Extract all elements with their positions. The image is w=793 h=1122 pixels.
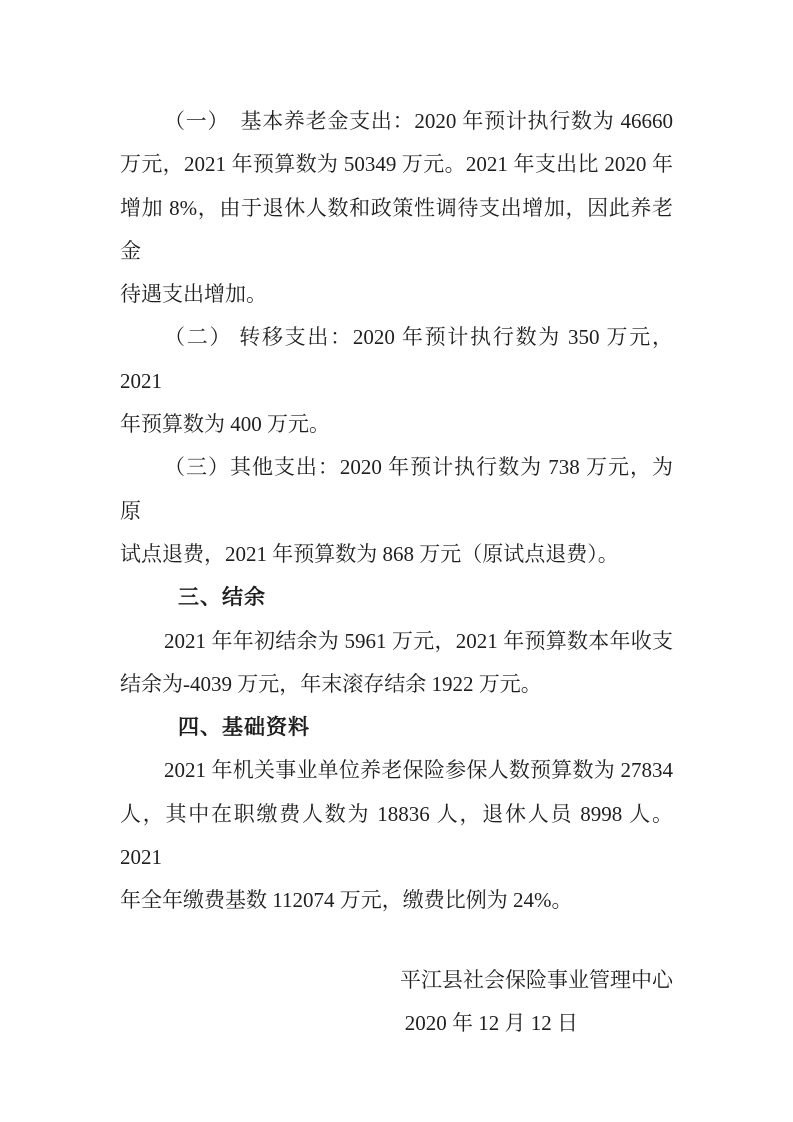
paragraph-balance-line: 结余为-4039 万元，年末滚存结余 1922 万元。 (120, 671, 542, 696)
document-body (120, 100, 673, 1045)
paragraph-transfer-expense-line: 年预算数为 400 万元。 (120, 412, 330, 437)
signature-spacer (120, 923, 673, 959)
paragraph-basic-pension-line: 增加 8%，由于退休人数和政策性调待支出增加，因此养老金 (120, 195, 673, 263)
signature-date: 2020 年 12 月 12 日 (404, 1010, 578, 1035)
paragraph-balance-line: 2021 年年初结余为 5961 万元，2021 年预算数本年收支 (164, 628, 673, 653)
section-heading-balance: 三、结余 (178, 586, 266, 610)
paragraph-basic-pension-line: （一） 基本养老金支出：2020 年预计执行数为 46660 (164, 109, 673, 133)
paragraph-basic-data-line: 2021 年机关事业单位养老保险参保人数预算数为 27834 (164, 758, 673, 783)
paragraph-other-expense-line: 试点退费，2021 年预算数为 868 万元（原试点退费）。 (120, 541, 619, 566)
paragraph-basic-data-line: 人，其中在职缴费人数为 18836 人，退休人员 8998 人。2021 (120, 801, 673, 870)
paragraph-basic-pension-line: 万元，2021 年预算数为 50349 万元。2021 年支出比 2020 年 (120, 152, 673, 177)
paragraph-other-expense-line: （三）其他支出：2020 年预计执行数为 738 万元，为原 (120, 455, 673, 523)
paragraph-basic-pension-line: 待遇支出增加。 (120, 282, 267, 307)
paragraph-basic-data-line: 年全年缴费基数 112074 万元，缴费比例为 24%。 (120, 888, 573, 913)
paragraph-transfer-expense-line: （二） 转移支出：2020 年预计执行数为 350 万元，2021 (120, 325, 673, 393)
section-heading-basic-data: 四、基础资料 (178, 716, 310, 740)
signature-org: 平江县社会保险事业管理中心 (400, 967, 673, 992)
